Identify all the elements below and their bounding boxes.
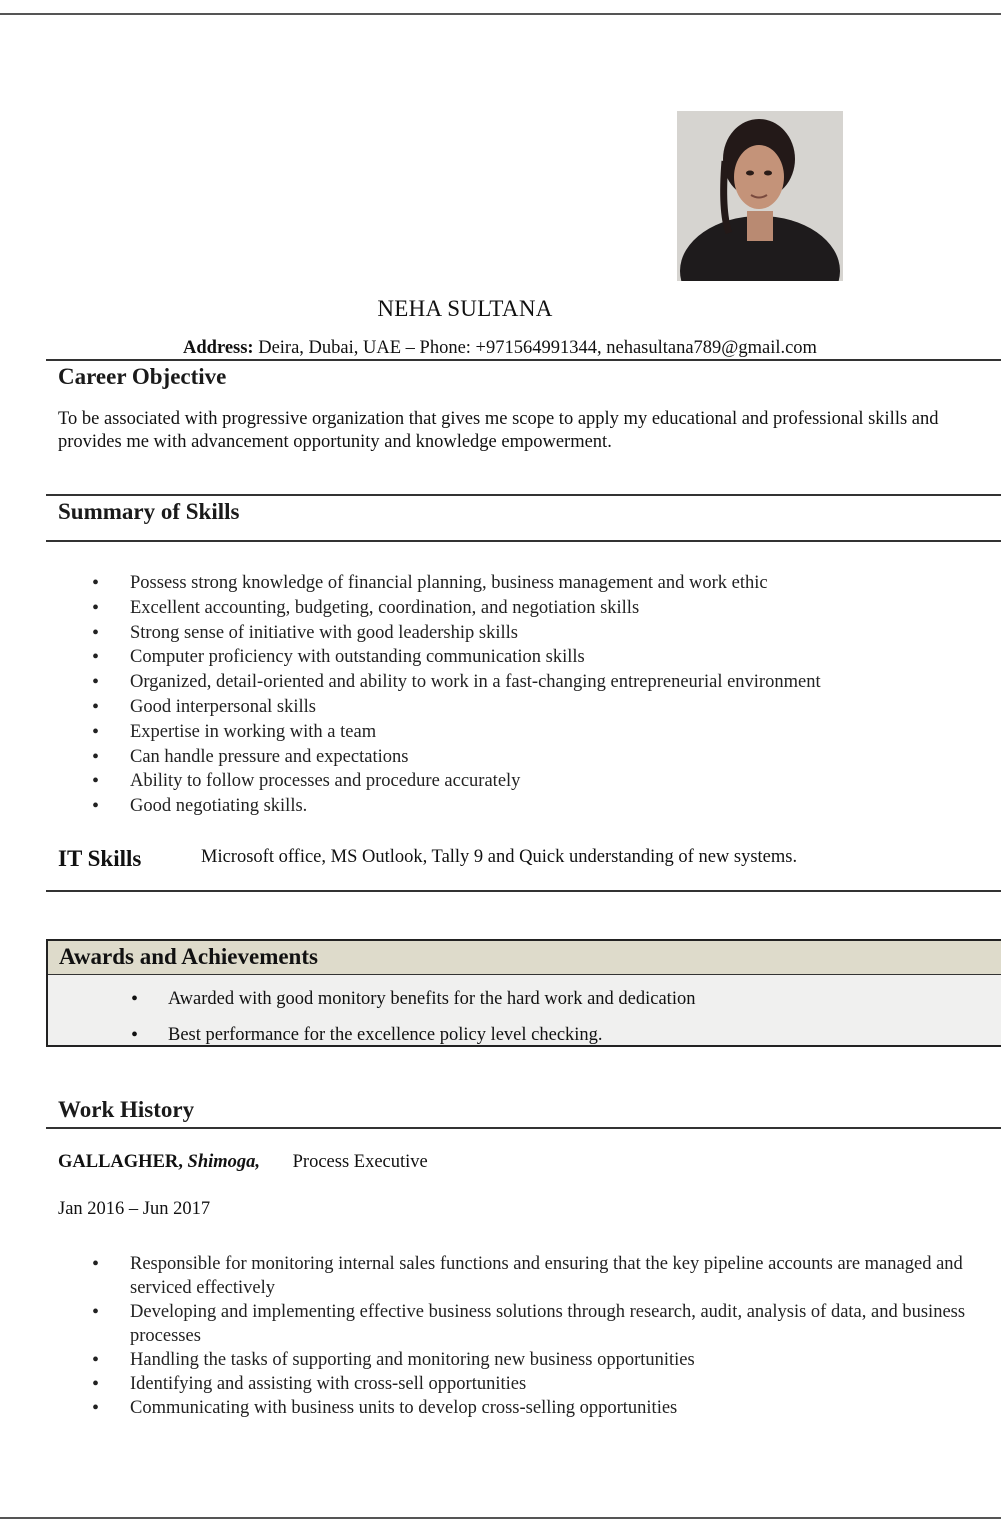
list-item: • Identifying and assisting with cross-sell opportunities xyxy=(58,1372,993,1396)
divider xyxy=(46,1127,1001,1129)
list-item: • Handling the tasks of supporting and monitoring new business opportunities xyxy=(58,1348,993,1372)
list-item: • Computer proficiency with outstanding communication skills xyxy=(58,645,821,670)
contact-details: Deira, Dubai, UAE – Phone: +971564991344, nehasultana789@gmail.com xyxy=(253,338,817,358)
career-objective-text: To be associated with progressive organization that gives me scope to apply my educational and professional skills and provides me with advancement opportunity and knowledge empowerment. xyxy=(58,409,939,452)
it-skills-text: Microsoft office, MS Outlook, Tally 9 and Quick understanding of new systems. xyxy=(201,847,798,867)
awards-section xyxy=(46,939,1001,1047)
list-item: • Awarded with good monitory benefits for the hard work and dedication xyxy=(48,987,695,1011)
list-item: • Can handle pressure and expectations xyxy=(58,745,821,770)
career-objective-heading: Career Objective xyxy=(58,364,227,389)
candidate-name: NEHA SULTANA xyxy=(377,296,553,321)
company-name: GALLAGHER, xyxy=(58,1152,183,1172)
top-border xyxy=(0,13,1001,15)
list-item: • Good negotiating skills. xyxy=(58,794,821,819)
it-skills-label: IT Skills xyxy=(58,846,142,871)
awards-heading: Awards and Achievements xyxy=(59,944,318,969)
list-item: • Best performance for the excellence policy level checking. xyxy=(48,1023,695,1047)
skills-list xyxy=(58,571,821,819)
list-item: • Ability to follow processes and procedure accurately xyxy=(58,769,821,794)
job-title: Process Executive xyxy=(292,1152,428,1172)
address-label: Address: xyxy=(183,338,254,358)
list-item: • Possess strong knowledge of financial planning, business management and work ethic xyxy=(58,571,821,596)
list-item: • Organized, detail-oriented and ability to work in a fast-changing entrepreneurial environment xyxy=(58,670,821,695)
divider xyxy=(46,890,1001,892)
company-city: Shimoga, xyxy=(187,1152,261,1172)
bottom-border xyxy=(0,1517,1001,1519)
list-item: • Strong sense of initiative with good leadership skills xyxy=(58,621,821,646)
awards-header xyxy=(48,941,1001,975)
work-duties-list xyxy=(58,1252,993,1420)
divider xyxy=(46,494,1001,496)
list-item: • Responsible for monitoring internal sales functions and ensuring that the key pipeline accounts are managed and serviced effectively xyxy=(58,1252,993,1300)
list-item: • Communicating with business units to develop cross-selling opportunities xyxy=(58,1396,993,1420)
profile-photo xyxy=(677,111,843,281)
divider xyxy=(46,540,1001,542)
job-header xyxy=(58,1152,428,1173)
list-item: • Developing and implementing effective business solutions through research, audit, analysis of data, and business processes xyxy=(58,1300,993,1348)
awards-list xyxy=(48,987,695,1059)
work-history-heading: Work History xyxy=(58,1097,195,1122)
list-item: • Excellent accounting, budgeting, coordination, and negotiation skills xyxy=(58,596,821,621)
job-dates: Jan 2016 – Jun 2017 xyxy=(58,1199,211,1219)
list-item: • Good interpersonal skills xyxy=(58,695,821,720)
summary-of-skills-heading: Summary of Skills xyxy=(58,499,240,524)
list-item: • Expertise in working with a team xyxy=(58,720,821,745)
divider xyxy=(46,359,1001,361)
contact-line xyxy=(183,338,817,359)
